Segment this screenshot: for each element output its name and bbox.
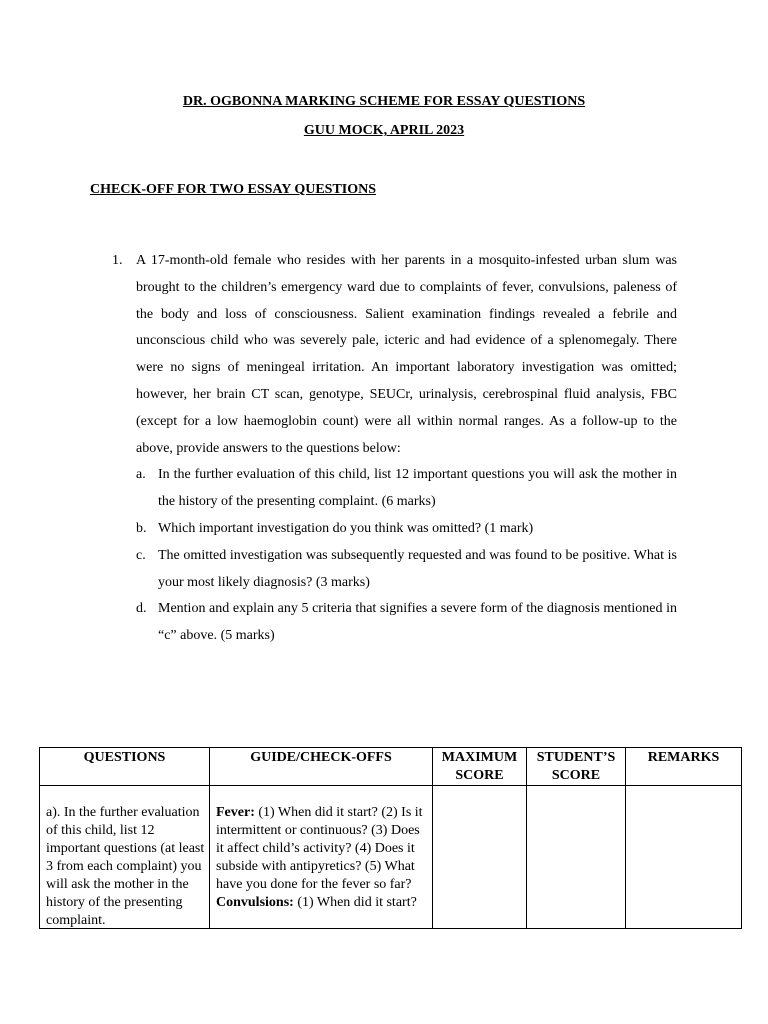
sub-question-letter: b. [136, 520, 147, 536]
question-cell [40, 786, 210, 929]
remarks-cell [626, 786, 742, 929]
section-heading: CHECK-OFF FOR TWO ESSAY QUESTIONS [90, 182, 377, 197]
question-stem: A 17-month-old female who resides with her parents in a mosquito-infested urban slum was brought to the children’s emergency ward due to complaints of fever, convulsions, paleness of the body and loss of consciousness. Salient examination findings revealed a febrile and unconscious child who was severely pale, icteric and had evidence of a splenomegaly. There were no signs of meningeal irritation. An important laboratory investigation was omitted; however, her brain CT scan, genotype, SEUCr, urinalysis, cerebrospinal fluid analysis, FBC (except for a low haemoglobin count) were all within normal ranges. As a follow-up to the above, provide answers to the questions below: [136, 253, 677, 456]
header-students-score: STUDENT’S SCORE [527, 748, 626, 786]
sub-question-text: Which important investigation do you think was omitted? (1 mark) [158, 520, 534, 536]
remarks-value [626, 786, 741, 928]
sub-question-text: In the further evaluation of this child, list 12 important questions you will ask the mother in the history of the presenting complaint. (6 marks) [158, 467, 677, 510]
sub-question-a [136, 462, 677, 516]
students-score-cell [527, 786, 626, 929]
check-off-table [39, 747, 742, 929]
maximum-score-cell [433, 786, 527, 929]
convulsions-label: Convulsions: [216, 895, 294, 910]
fever-guide: (1) When did it start? (2) Is it intermittent or continuous? (3) Does it affect child’s activity? (4) Does it subside with antipyretics? (5) What have you done for the fever so far? [216, 805, 423, 892]
header-remarks: REMARKS [626, 748, 742, 786]
sub-question-letter: c. [136, 547, 146, 563]
table-header-row [40, 748, 742, 786]
header-questions: QUESTIONS [40, 748, 210, 786]
fever-label: Fever: [216, 805, 255, 820]
sub-question-letter: a. [136, 467, 146, 483]
maximum-score-value [433, 786, 526, 928]
document-subtitle: GUU MOCK, APRIL 2023 [303, 123, 465, 138]
sub-question-d [136, 596, 677, 650]
sub-question-b [136, 516, 677, 543]
convulsions-guide: (1) When did it start? [293, 895, 417, 910]
guide-cell [210, 786, 433, 929]
document-title: DR. OGBONNA MARKING SCHEME FOR ESSAY QUESTIONS [182, 94, 586, 109]
question-number: 1. [112, 253, 123, 268]
sub-question-text: Mention and explain any 5 criteria that signifies a severe form of the diagnosis mentioned in “c” above. (5 marks) [158, 601, 677, 644]
question-cell-text: a). In the further evaluation of this child, list 12 important questions (at least 3 from each complaint) you will ask the mother in the history of the presenting complaint. [46, 805, 205, 928]
sub-question-c [136, 543, 677, 597]
guide-cell-text [210, 786, 432, 928]
header-maximum-score: MAXIMUM SCORE [433, 748, 527, 786]
table-row [40, 786, 742, 929]
sub-question-letter: d. [136, 601, 147, 617]
sub-question-text: The omitted investigation was subsequently requested and was found to be positive. What is your most likely diagnosis? (3 marks) [158, 547, 677, 590]
question-1 [112, 248, 677, 650]
students-score-value [527, 786, 625, 928]
header-guide-check-offs: GUIDE/CHECK-OFFS [210, 748, 433, 786]
